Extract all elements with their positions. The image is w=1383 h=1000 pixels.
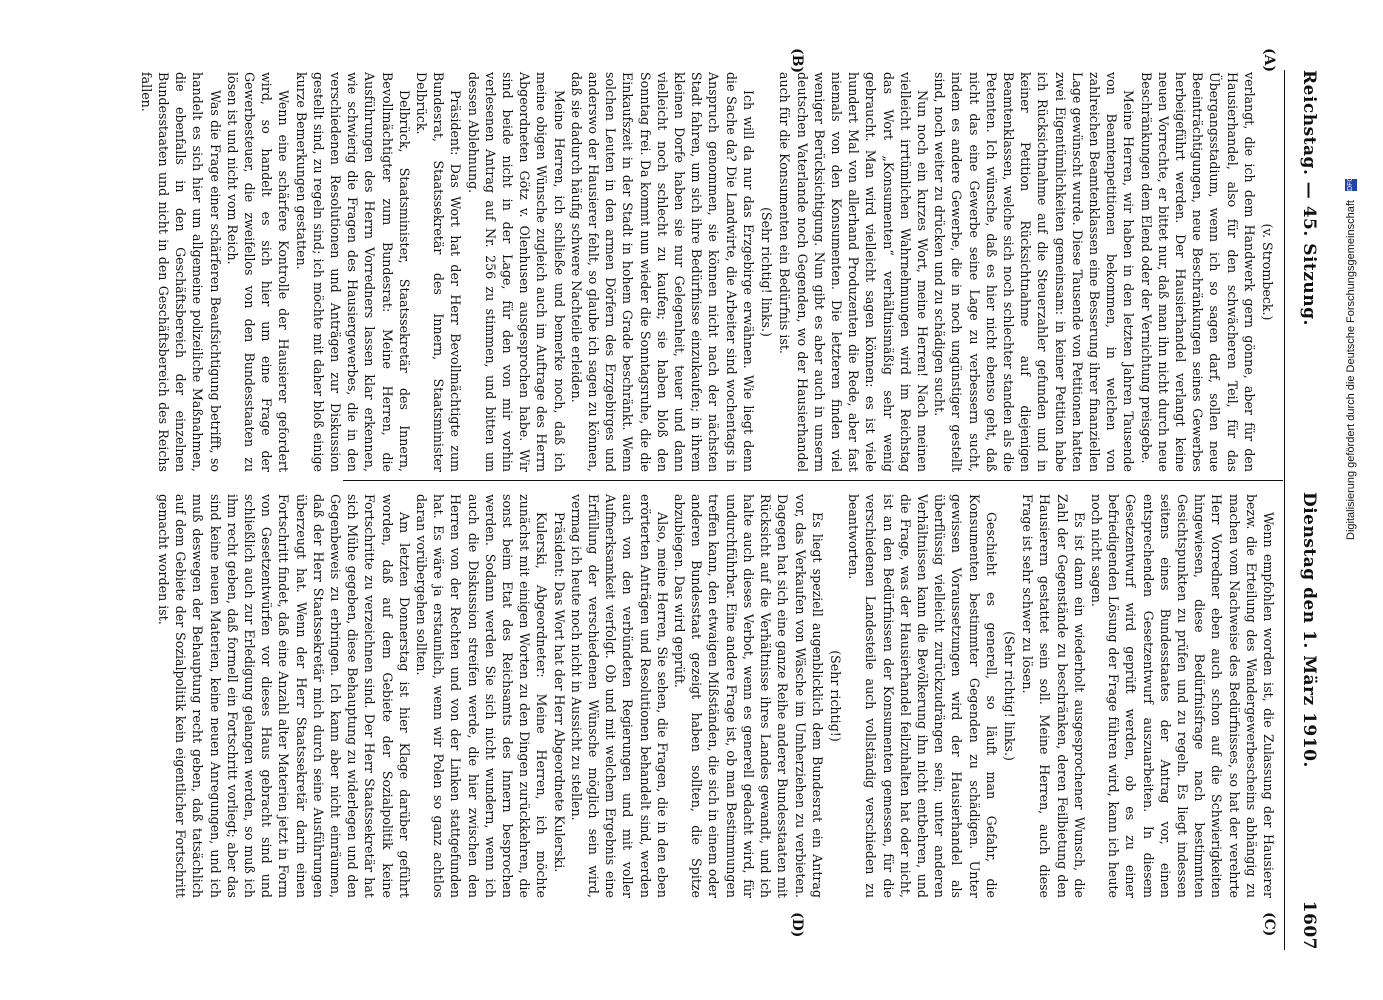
paragraph: Was die Frage einer schärferen Beaufsichtigung betrifft, so handelt es sich hier um allgemeine polizeiliche Maßnahmen, die ebenfalls in den Geschäftsbereich der einzelnen Bundesstaaten und nicht in den Geschäftsbereich des Reichs fallen. <box>138 72 223 472</box>
paragraph: Ich will da nur das Erzgebirge erwähnen. Wie liegt denn die Sache da? Die Landwirte, die Arbeiter sind wochentags in Anspruch genommen, sie können nicht nach der nächsten Stadt fahren, um sich ihre Bedürfnisse einzukaufen; in ihrem kleinen Dorfe haben sie nur Gelegenheit, teuer und dann vielleicht noch schlecht zu kaufen; sie haben bloß den Sonntag frei. Da kommt nun wieder die Sonntagsruhe, die die Einkaufszeit in der Stadt in hohem Grade beschränkt. Wenn solchen Leuten in den armen Dörfern des Erzgebirges und anderswo der Hausierer fehlt, so glaube ich sagen zu können, daß sie dadurch häufig schwere Nachteile erleiden. <box>568 72 756 472</box>
header-date: Dienstag den 1. März 1910. <box>1299 491 1319 768</box>
president-statement: Präsident: Das Wort hat der Herr Abgeordnete Kulerski. <box>551 512 567 873</box>
paragraph: Also, meine Herren, Sie sehen, die Fragen, die in den eben erörterten Anträgen und Resolutionen behandelt sind, werden auch von den verbündeten Regierungen und mit voller Aufmerksamkeit verfolgt. Ob und mit welchem Ergebnis eine Erfüllung der verschiedenen Wünsche möglich sein wird, vermag ich heute noch nicht in Aussicht zu stellen. <box>568 494 670 898</box>
interjection: (Sehr richtig! links.) <box>759 207 775 337</box>
president-statement: Präsident: Das Wort hat der Herr Bevollmächtigte zum Bundesrat, Staatssekretär des Innern, Staatsminister Delbrück. <box>414 72 464 472</box>
header-date-page <box>1299 492 1319 950</box>
paragraph: Es ist dann ein wiederholt ausgesprochener Wunsch, die Zahl der Gegenstände zu beschränken, deren Feilbietung den Hausierern gestattet sein soll. Meine Herren, auch diese Frage ist sehr schwer zu lösen. <box>1020 494 1087 898</box>
digitization-credit <box>1345 80 1361 540</box>
paragraph: Meine Herren, ich schließe und bemerke noch, daß ich meine obigen Wünsche zugleich auch im Auftrage des Herrn Abgeordneten Götz v. Olenhusen ausgesprochen habe. Wir sind beide nicht in der Lage, für den von mir vorhin verlesenen Antrag auf Nr. 256 zu stimmen, und bitten um dessen Ablehnung. <box>465 72 567 472</box>
page-number: 1607 <box>1299 900 1319 950</box>
dfg-logo: DFG <box>1345 179 1357 191</box>
margin-mark-d: (D) <box>789 912 805 938</box>
speech-paragraph: Kulerski, Abgeordneter: Meine Herren, ich möchte zunächst mit einigen Worten zu den Dingen zurückkehren, die sonst beim Etat des Reichsamts des Innern besprochen werden. Sodann werden Sie sich nicht wundern, wenn ich auch die Diskussion streifen werde, die hier zwischen den Herren von der Rechten und von der Linken stattgefunden hat. Es wäre ja erstaunlich, wenn wir Polen so ganz achtlos daran vorübergehen sollten. <box>414 494 550 898</box>
interjection: (Sehr richtig! links.) <box>1001 631 1017 761</box>
paragraph: Am letzten Donnerstag ist hier Klage darüber geführt worden, daß auf dem Gebiete der Sozialpolitik keine Fortschritte zu verzeichnen sind. Der Herr Staatssekretär hat sich Mühe gegeben, diese Behauptung zu widerlegen und den Gegenbeweis zu erbringen. Ich kann aber nicht einräumen, daß der Herr Staatssekretär mich durch seine Ausführungen überzeugt hat. Wenn der Herr Staatssekretär darin einen Fortschritt findet, daß eine Anzahl alter Materien jetzt in Form von Gesetzentwürfen vor dieses Haus gebracht sind und schließlich auch zur Erledigung gelangen werden, so muß ich ihm recht geben, daß formell ein Fortschritt vorliegt; aber das sind keine neuen Materien, keine neuen Anregungen, und ich muß deswegen der Behauptung recht geben, daß tatsächlich auf dem Gebiete der Sozialpolitik kein eigentlicher Fortschritt gemacht worden ist. <box>156 494 412 898</box>
paragraph: Geschieht es generell, so läuft man Gefahr, die Konsumenten bestimmter Gegenden zu schädigen. Unter gewissen Voraussetzungen wird der Hausierhandel als überflüssig vielleicht zurückzudrängen sein; unter anderen Verhältnissen kann die Bevölkerung ihn nicht entbehren, und die Frage, was der Hausierhandel feilzuhalten hat oder nicht, ist an den Bedürfnissen der Konsumenten gemessen, für die verschiedenen Landesteile auch vollständig verschieden zu beantworten. <box>846 494 999 898</box>
credit-text: Digitalisierung gefördert durch die Deutsche Forschungsgemeinschaft <box>1345 200 1357 540</box>
page-header <box>1289 70 1319 950</box>
header-session: Reichstag. — 45. Sitzung. <box>1299 70 1319 326</box>
margin-mark-c: (C) <box>1261 912 1277 937</box>
paragraph: Wenn empfohlen worden ist, die Zulassung der Hausierer bezw. die Erteilung des Wandergewerbescheins abhängig zu machen vom Nachweise des Bedürfnisses, so hat der verehrte Herr Vorredner eben auch schon auf die Schwierigkeiten hingewiesen, diese Bedürfnisfrage nach bestimmten Gesichtspunkten zu prüfen und zu regeln. Es liegt indessen seitens eines Bundesstaates der Antrag vor, einen entsprechenden Gesetzentwurf auszuarbeiten. In diesem Gesetzentwurf wird geprüft werden, ob es zu einer befriedigenden Lösung der Frage führen wird, kann ich heute noch nicht sagen. <box>1088 494 1276 898</box>
left-column <box>138 72 1277 472</box>
right-column <box>155 494 1277 898</box>
speaker-continuation: (v. Strombeck.) <box>1260 223 1275 321</box>
paragraph: Wenn eine schärfere Kontrolle der Hausierer gefordert wird, so handelt es sich hier um eine Frage der Gewerbesteuer, die zweifellos von den Bundesstaaten zu lösen ist und nicht vom Reich. <box>224 72 292 472</box>
interjection: (Sehr richtig!) <box>827 650 843 742</box>
margin-mark-b: (B) <box>789 48 805 74</box>
paragraph: Es liegt speziell augenblicklich dem Bundesrat ein Antrag vor, das Verkaufen von Wäsche im Umherziehen zu verbieten. Dagegen hat sich eine ganze Reihe anderer Bundesstaaten mit Rücksicht auf die Verhältnisse ihres Landes gewandt, und ich halte auch dieses Verbot, wenn es generell gedacht wird, für undurchführbar. Eine andere Frage ist, ob man Bestimmungen treffen kann, den etwaigen Mißständen, die sich in einem oder anderen Bundesstaat gezeigt haben sollten, die Spitze abzubiegen. Das wird geprüft. <box>672 494 825 898</box>
header-rule <box>1284 70 1285 950</box>
paragraph: Nun noch ein kurzes Wort, meine Herren! Nach meinen vielleicht irrtümlichen Wahrnehmungen wird im Reichstag das Wort „Konsumenten“ verhältnismäßig sehr wenig gebraucht. Man wird vielleicht sagen können: es ist viele hundert Mal von allerhand Produzenten die Rede, aber fast niemals von den Konsumenten. Die letzteren finden viel weniger Berücksichtigung. Nun gibt es aber auch in unserm deutschen Vaterlande noch Gegenden, wo der Hausierhandel auch für die Konsumenten ein Bedürfnis ist. <box>777 72 930 472</box>
paragraph: Meine Herren, wir haben in den letzten Jahren Tausende von Beamtenpetitionen bekommen, in welchen von zahlreichen Beamtenklassen eine Besserung ihrer finanziellen Lage gewünscht wurde. Diese Tausende von Petitionen hatten zwei Eigentümlichkeiten gemeinsam: in keiner Petition habe ich Rücksichtnahme auf die Steuerzahler gefunden und in keiner Petition Rücksichtnahme auf diejenigen Beamtenklassen, welche sich noch schlechter standen als die Petenten. Ich wünsche, daß es hier nicht ebenso geht, daß nicht das eine Gewerbe seine Lage zu verbessern sucht, indem es andere Gewerbe, die in noch ungünstiger gestellt sind, noch weiter zu drücken und zu schädigen sucht. <box>932 72 1137 472</box>
paragraph: verlangt, die ich dem Handwerk gern gönne, aber für den Hausierhandel, also für den schwächeren Teil, für das Übergangsstadium, wenn ich so sagen darf, sollen neue Beeinträchtigungen, neue Beschränkungen seines Gewerbes herbeigeführt werden. Der Hausierhandel verlangt keine neuen Vorrechte, er bittet nur, daß man ihn nicht durch neue Beschränkungen dem Elend oder der Vernichtung preisgebe. <box>1138 72 1257 472</box>
margin-mark-a: (A) <box>1261 48 1277 73</box>
column-divider <box>343 480 1283 481</box>
speech-paragraph: Delbrück, Staatsminister, Staatssekretär des Innern, Bevollmächtigter zum Bundesrat: Meine Herren, die Ausführungen des Herrn Vorredners lassen klar erkennen, wie schwierig die Fragen des Hausiergewerbes, die in den verschiedenen Resolutionen und Anträgen zur Diskussion gestellt sind, zu regeln sind; ich möchte mit daher bloß einige kurze Bemerkungen gestatten. <box>293 72 412 472</box>
